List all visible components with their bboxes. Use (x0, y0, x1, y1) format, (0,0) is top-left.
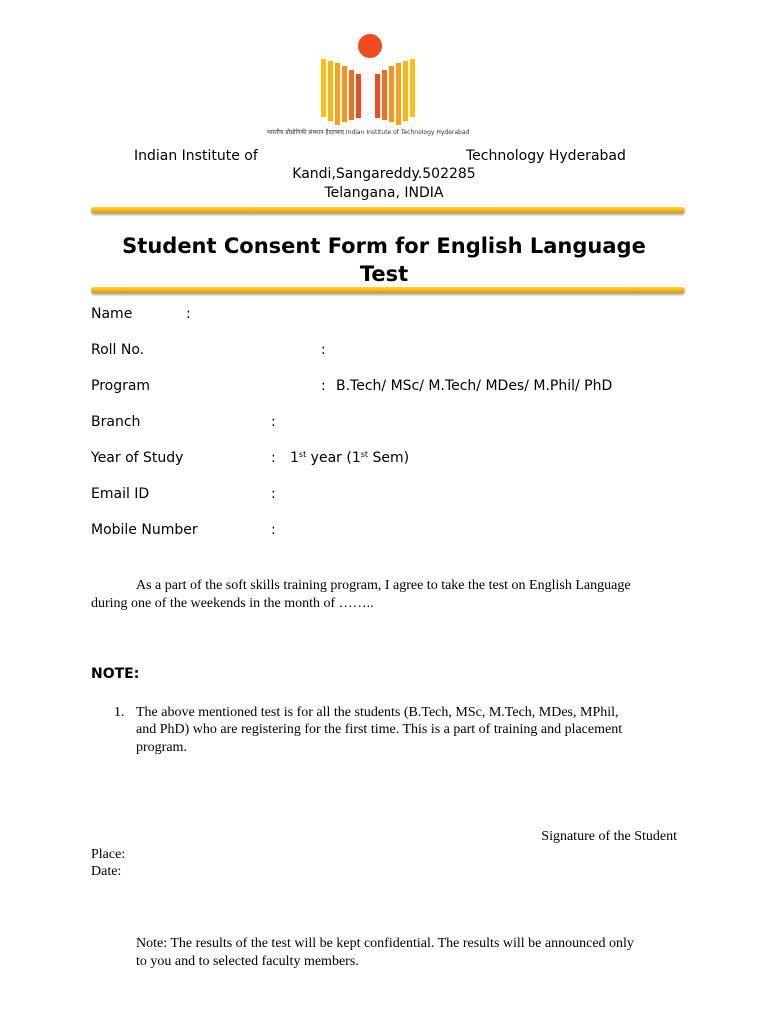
year-value-2: year (1 (306, 450, 361, 466)
form-title (91, 232, 677, 288)
logo-book-icon (321, 59, 415, 125)
form-title-line-2: Test (359, 262, 409, 286)
note-item-line-3: program. (136, 740, 187, 755)
date-label: Date: (91, 864, 122, 879)
title-divider (91, 287, 685, 293)
year-value-1: 1 (290, 450, 299, 466)
email-label: Email ID (91, 486, 150, 502)
name-field[interactable]: : (186, 306, 191, 322)
consent-line-2: during one of the weekends in the month of …….. (91, 596, 374, 611)
program-label: Program (91, 378, 151, 394)
form-title-line-1: Student Consent Form for English Language (122, 234, 646, 258)
roll-field[interactable]: : (321, 342, 326, 358)
year-sup-2: st (360, 450, 369, 459)
institute-name-right: Technology Hyderabad (466, 148, 626, 164)
program-colon: : (321, 378, 326, 394)
program-field[interactable]: B.Tech/ MSc/ M.Tech/ MDes/ M.Phil/ PhD (336, 378, 613, 394)
year-label: Year of Study (91, 450, 184, 466)
footer-note-line-1: Note: The results of the test will be kept confidential. The results will be announced only (136, 936, 634, 951)
email-field[interactable]: : (271, 486, 276, 502)
mobile-field[interactable]: : (271, 522, 276, 538)
address-line-1: Kandi,Sangareddy.502285 (292, 166, 476, 182)
signature-label: Signature of the Student (541, 829, 677, 844)
note-item-number: 1. (114, 705, 125, 720)
address-line-2: Telangana, INDIA (324, 185, 444, 201)
consent-line-1: As a part of the soft skills training program, I agree to take the test on English Language (136, 578, 631, 593)
iith-logo (266, 32, 470, 154)
year-value-3: Sem) (368, 450, 410, 466)
institute-name-left: Indian Institute of (134, 148, 258, 164)
year-field[interactable] (290, 450, 409, 466)
roll-label: Roll No. (91, 342, 145, 358)
logo-text: भारतीय प्रौद्योगिकी संस्थान हैदराबाद Indian Institute of Technology Hyderabad (266, 129, 470, 136)
top-divider (91, 207, 685, 213)
note-item-line-2: and PhD) who are registering for the first time. This is a part of training and placement (136, 722, 623, 737)
year-sup-1: st (298, 450, 307, 459)
note-item-line-1: The above mentioned test is for all the students (B.Tech, MSc, M.Tech, MDes, MPhil, (136, 705, 619, 720)
place-label: Place: (91, 847, 126, 862)
branch-field[interactable]: : (271, 414, 276, 430)
footer-note-line-2: to you and to selected faculty members. (136, 954, 359, 969)
name-label: Name (91, 306, 133, 322)
logo-sun-icon (358, 34, 382, 58)
year-colon: : (271, 450, 276, 466)
mobile-label: Mobile Number (91, 522, 198, 538)
branch-label: Branch (91, 414, 141, 430)
note-heading: NOTE: (91, 666, 140, 682)
